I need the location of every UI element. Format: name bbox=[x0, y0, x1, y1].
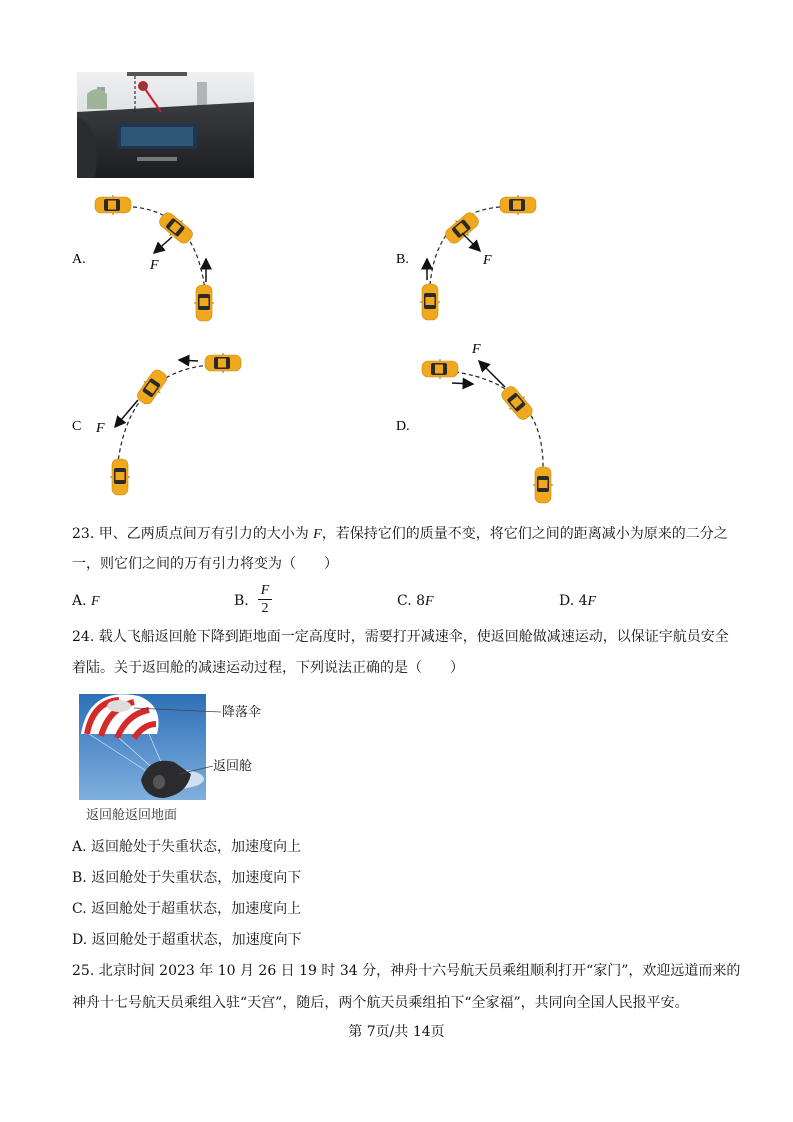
trajectory-d bbox=[455, 372, 543, 470]
q23-option-d[interactable] bbox=[559, 593, 596, 610]
circular-motion-diagrams bbox=[0, 0, 793, 520]
q23-text-2: ，若保持它们的质量不变，将它们之间的距离减小为原来的二分之 bbox=[321, 526, 728, 542]
car-icon bbox=[500, 195, 536, 215]
q23-option-c[interactable] bbox=[397, 593, 434, 610]
option-label-d: D. bbox=[396, 419, 410, 434]
denominator: 2 bbox=[261, 601, 269, 616]
car-icon bbox=[442, 209, 482, 247]
velocity-arrow-c bbox=[179, 360, 198, 361]
car-icon bbox=[194, 285, 214, 321]
force-arrow-d bbox=[479, 361, 505, 387]
car-icon bbox=[498, 383, 536, 423]
force-label-b: F bbox=[483, 253, 492, 268]
force-label-c: F bbox=[96, 421, 105, 436]
option-value: F bbox=[587, 594, 597, 609]
q24-option-d[interactable]: D. 返回舱处于超重状态，加速度向下 bbox=[72, 932, 302, 948]
page-footer: 第 7页/共 14页 bbox=[348, 1024, 445, 1040]
q23-line-2: 一，则它们之间的万有引力将变为（ ） bbox=[72, 556, 338, 572]
q23-option-a[interactable] bbox=[72, 593, 100, 610]
force-label-a: F bbox=[150, 258, 159, 273]
q25-line-1: 25. 北京时间 2023 年 10 月 26 日 19 时 34 分，神舟十六号航天员乘组顺利打开“家门”，欢迎远道而来的 bbox=[72, 963, 741, 979]
figure-caption: 返回舱返回地面 bbox=[86, 808, 178, 823]
option-label: D. 4 bbox=[559, 593, 588, 609]
q25-line-2: 神舟十七号航天员乘组入驻“天宫”，随后，两个航天员乘组拍下“全家福”，共同向全国人民报平安。 bbox=[72, 995, 689, 1011]
option-label-a: A. bbox=[72, 252, 86, 267]
q23-line-1 bbox=[72, 525, 728, 544]
option-label: C. 8 bbox=[397, 593, 426, 609]
q23-var: F bbox=[313, 527, 322, 542]
car-icon bbox=[420, 284, 440, 320]
option-label: A. bbox=[72, 593, 92, 609]
car-icon bbox=[133, 367, 170, 408]
force-label-d: F bbox=[472, 342, 481, 357]
car-icon bbox=[422, 359, 458, 379]
parachute-figure bbox=[79, 694, 279, 802]
q23-option-b[interactable] bbox=[234, 593, 249, 609]
q23-text: 23. 甲、乙两质点间万有引力的大小为 bbox=[72, 526, 314, 542]
option-label: B. bbox=[234, 593, 249, 609]
q24-option-b[interactable]: B. 返回舱处于失重状态，加速度向下 bbox=[72, 870, 302, 886]
fraction-f-over-2 bbox=[258, 583, 272, 618]
capsule-label: 返回舱 bbox=[213, 758, 253, 773]
numerator: F bbox=[260, 583, 270, 598]
car-icon bbox=[110, 459, 130, 495]
q24-option-a[interactable]: A. 返回舱处于失重状态，加速度向上 bbox=[72, 839, 302, 855]
force-arrow-a bbox=[154, 237, 172, 253]
parachute-label: 降落伞 bbox=[222, 704, 262, 719]
velocity-arrow-d bbox=[452, 383, 473, 384]
car-icon bbox=[533, 467, 553, 503]
option-value: F bbox=[91, 594, 100, 609]
car-icon bbox=[95, 195, 131, 215]
option-label-c: C bbox=[72, 419, 82, 434]
option-label-b: B. bbox=[396, 252, 409, 267]
q24-option-c[interactable]: C. 返回舱处于超重状态，加速度向上 bbox=[72, 901, 302, 917]
force-arrow-b bbox=[462, 233, 480, 251]
q24-line-1: 24. 载人飞船返回舱下降到距地面一定高度时，需要打开减速伞，使返回舱做减速运动，以保证宇航员安全 bbox=[72, 629, 729, 645]
q24-line-2: 着陆。关于返回舱的减速运动过程，下列说法正确的是（ ） bbox=[72, 660, 464, 676]
force-arrow-c bbox=[115, 400, 138, 427]
option-value: F bbox=[425, 594, 434, 609]
car-icon bbox=[205, 353, 241, 373]
